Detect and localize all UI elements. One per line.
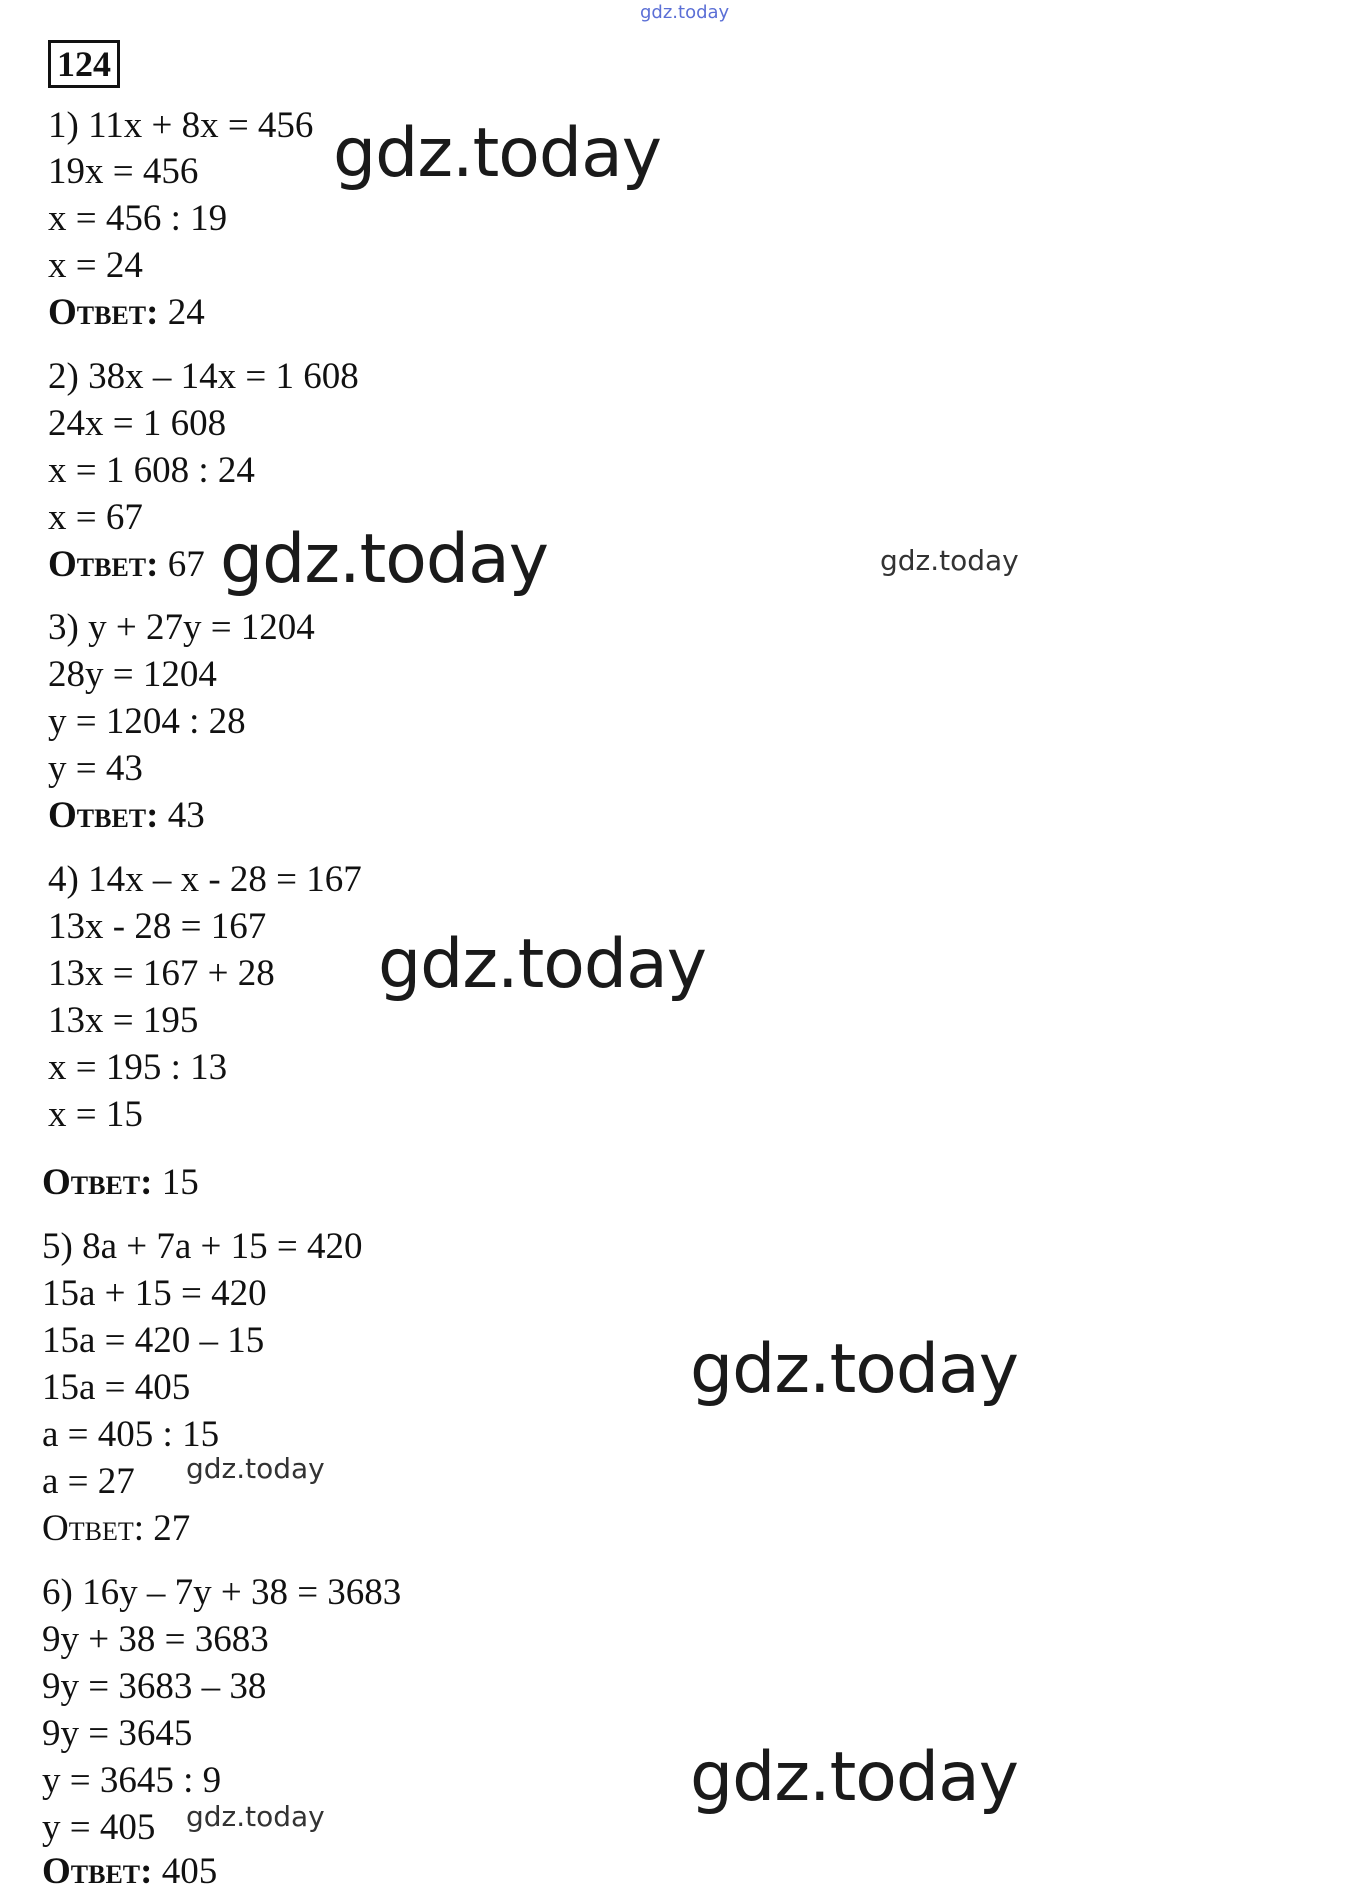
solution-5-line-2: 15a + 15 = 420 <box>42 1273 267 1314</box>
solution-3-answer <box>48 794 205 838</box>
solution-5-answer <box>42 1507 190 1551</box>
watermark-7: gdz.today <box>690 1738 1018 1817</box>
solution-4-answer <box>42 1161 199 1205</box>
answer-value: 67 <box>167 544 205 585</box>
solution-2-line-4: x = 67 <box>48 497 143 538</box>
answer-label: Ответ: <box>42 1162 153 1203</box>
solution-4-line-5: x = 195 : 13 <box>48 1047 228 1088</box>
watermark-1: gdz.today <box>333 114 661 193</box>
watermark-5: gdz.today <box>690 1330 1018 1409</box>
solution-2-answer <box>48 543 205 587</box>
solution-4-line-2: 13x - 28 = 167 <box>48 906 267 947</box>
watermark-4: gdz.today <box>378 925 706 1004</box>
solution-5-line-5: a = 405 : 15 <box>42 1414 220 1455</box>
solution-3-line-4: y = 43 <box>48 748 143 789</box>
solution-6-line-3: 9y = 3683 – 38 <box>42 1666 267 1707</box>
solution-4-line-4: 13x = 195 <box>48 1000 199 1041</box>
answer-label: Ответ: <box>42 1508 144 1549</box>
solution-3-line-3: y = 1204 : 28 <box>48 701 246 742</box>
solution-2-line-2: 24x = 1 608 <box>48 403 227 444</box>
solution-4-line-1: 4) 14x – x - 28 = 167 <box>48 859 362 900</box>
solution-1-line-3: x = 456 : 19 <box>48 198 228 239</box>
solution-5-line-4: 15a = 405 <box>42 1367 191 1408</box>
answer-label: Ответ: <box>48 292 159 333</box>
solution-2-line-1: 2) 38x – 14x = 1 608 <box>48 356 359 397</box>
solution-1-line-1: 1) 11x + 8x = 456 <box>48 105 314 146</box>
answer-value: 27 <box>153 1508 191 1549</box>
solution-5-line-6: a = 27 <box>42 1461 135 1502</box>
solution-3-line-2: 28y = 1204 <box>48 654 217 695</box>
answer-label: Ответ: <box>48 544 159 585</box>
solution-5-line-3: 15a = 420 – 15 <box>42 1320 265 1361</box>
watermark-8: gdz.today <box>186 1800 325 1833</box>
solution-5-line-1: 5) 8a + 7a + 15 = 420 <box>42 1226 363 1267</box>
solution-4-line-6: x = 15 <box>48 1094 143 1135</box>
watermark-3: gdz.today <box>880 544 1019 577</box>
solution-6-line-4: 9y = 3645 <box>42 1713 193 1754</box>
answer-label: Ответ: <box>48 795 159 836</box>
answer-value: 43 <box>167 795 205 836</box>
solution-6-line-2: 9y + 38 = 3683 <box>42 1619 269 1660</box>
answer-label: Ответ: <box>42 1851 153 1892</box>
watermark-2: gdz.today <box>220 520 548 599</box>
watermark-6: gdz.today <box>186 1452 325 1485</box>
solution-1-line-4: x = 24 <box>48 245 143 286</box>
solution-1-line-2: 19x = 456 <box>48 151 199 192</box>
answer-value: 15 <box>161 1162 199 1203</box>
header-watermark: gdz.today <box>640 2 730 23</box>
solution-4-line-3: 13x = 167 + 28 <box>48 953 275 994</box>
task-number-box: 124 <box>48 40 120 88</box>
solution-3-line-1: 3) y + 27y = 1204 <box>48 607 315 648</box>
solution-6-line-5: y = 3645 : 9 <box>42 1760 222 1801</box>
solution-6-answer <box>42 1850 217 1894</box>
answer-value: 24 <box>167 292 205 333</box>
solution-6-line-1: 6) 16y – 7y + 38 = 3683 <box>42 1572 402 1613</box>
solution-2-line-3: x = 1 608 : 24 <box>48 450 255 491</box>
answer-value: 405 <box>161 1851 218 1892</box>
solution-1-answer <box>48 291 205 335</box>
solution-6-line-6: y = 405 <box>42 1807 156 1848</box>
